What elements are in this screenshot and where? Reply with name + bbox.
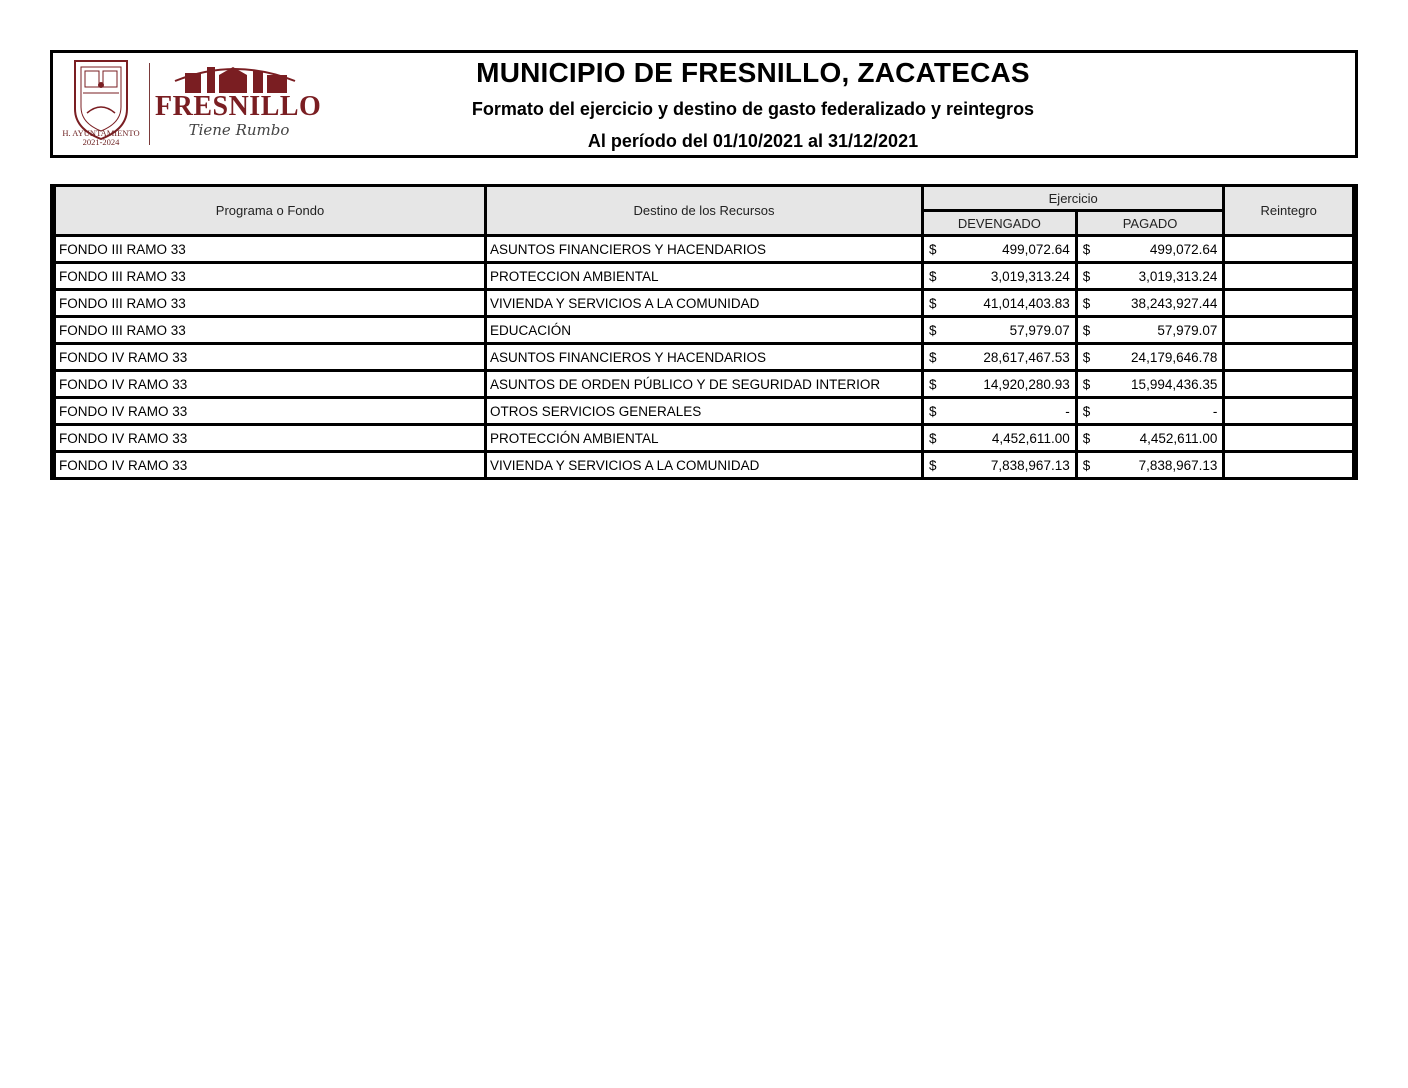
cell-pagado xyxy=(1078,291,1223,315)
cell-destino: EDUCACIÓN xyxy=(487,318,921,342)
cell-pagado xyxy=(1078,399,1223,423)
cell-programa: FONDO IV RAMO 33 xyxy=(56,345,484,369)
currency-symbol: $ xyxy=(1082,241,1091,257)
seal-line1: H. AYUNTAMIENTO xyxy=(62,128,140,138)
currency-symbol: $ xyxy=(929,403,937,419)
cell-programa: FONDO IV RAMO 33 xyxy=(56,453,484,477)
currency-symbol: $ xyxy=(1082,430,1091,446)
cell-pagado xyxy=(1078,318,1223,342)
brand-name: FRESNILLO xyxy=(155,91,322,122)
table-row xyxy=(56,345,1352,369)
header-pagado: PAGADO xyxy=(1078,212,1223,234)
amount-pagado: 24,179,646.78 xyxy=(1131,349,1218,365)
amount-pagado: 7,838,967.13 xyxy=(1138,457,1218,473)
header-ejercicio: Ejercicio xyxy=(924,187,1222,209)
cell-destino: ASUNTOS FINANCIEROS Y HACENDARIOS xyxy=(487,345,921,369)
amount-devengado: 499,072.64 xyxy=(1002,241,1070,257)
cell-destino: VIVIENDA Y SERVICIOS A LA COMUNIDAD xyxy=(487,291,921,315)
currency-symbol: $ xyxy=(1082,322,1091,338)
amount-pagado: 4,452,611.00 xyxy=(1139,430,1218,446)
amount-devengado: 14,920,280.93 xyxy=(983,376,1070,392)
amount-devengado: 7,838,967.13 xyxy=(990,457,1070,473)
header-destino: Destino de los Recursos xyxy=(487,187,921,234)
cell-programa: FONDO III RAMO 33 xyxy=(56,291,484,315)
cell-destino: ASUNTOS DE ORDEN PÚBLICO Y DE SEGURIDAD INTERIOR xyxy=(487,372,921,396)
cell-destino: OTROS SERVICIOS GENERALES xyxy=(487,399,921,423)
amount-pagado: 57,979.07 xyxy=(1157,322,1218,338)
currency-symbol: $ xyxy=(1082,376,1091,392)
amount-pagado: 15,994,436.35 xyxy=(1131,376,1218,392)
cell-reintegro xyxy=(1225,372,1352,396)
amount-devengado: 4,452,611.00 xyxy=(991,430,1070,446)
cell-destino: PROTECCION AMBIENTAL xyxy=(487,264,921,288)
report-header xyxy=(50,50,1358,158)
currency-symbol: $ xyxy=(1082,457,1091,473)
cell-destino: VIVIENDA Y SERVICIOS A LA COMUNIDAD xyxy=(487,453,921,477)
amount-devengado: 57,979.07 xyxy=(1009,322,1070,338)
cell-programa: FONDO III RAMO 33 xyxy=(56,318,484,342)
cell-pagado xyxy=(1078,237,1223,261)
amount-pagado: 3,019,313.24 xyxy=(1138,268,1218,284)
cell-reintegro xyxy=(1225,399,1352,423)
amount-devengado: 28,617,467.53 xyxy=(983,349,1070,365)
currency-symbol: $ xyxy=(929,268,937,284)
table-row xyxy=(56,399,1352,423)
cell-programa: FONDO IV RAMO 33 xyxy=(56,426,484,450)
cell-devengado xyxy=(924,345,1075,369)
seal-line2: 2021-2024 xyxy=(82,137,120,147)
expenditure-table xyxy=(50,184,1358,480)
cell-reintegro xyxy=(1225,426,1352,450)
amount-devengado: - xyxy=(1065,403,1070,419)
cell-programa: FONDO III RAMO 33 xyxy=(56,237,484,261)
cell-programa: FONDO IV RAMO 33 xyxy=(56,372,484,396)
cell-destino: ASUNTOS FINANCIEROS Y HACENDARIOS xyxy=(487,237,921,261)
cell-pagado xyxy=(1078,426,1223,450)
page-title: MUNICIPIO DE FRESNILLO, ZACATECAS xyxy=(476,57,1030,88)
table-row xyxy=(56,453,1352,477)
header-programa: Programa o Fondo xyxy=(56,187,484,234)
cell-devengado xyxy=(924,291,1075,315)
currency-symbol: $ xyxy=(1082,268,1091,284)
currency-symbol: $ xyxy=(1082,295,1091,311)
table-row xyxy=(56,264,1352,288)
currency-symbol: $ xyxy=(929,295,937,311)
amount-pagado: 38,243,927.44 xyxy=(1131,295,1218,311)
currency-symbol: $ xyxy=(1082,403,1091,419)
header-reintegro: Reintegro xyxy=(1225,187,1352,234)
cell-pagado xyxy=(1078,345,1223,369)
table-row xyxy=(56,291,1352,315)
cell-programa: FONDO III RAMO 33 xyxy=(56,264,484,288)
cell-reintegro xyxy=(1225,237,1352,261)
logo-divider xyxy=(149,63,150,145)
table-row xyxy=(56,426,1352,450)
currency-symbol: $ xyxy=(929,430,937,446)
currency-symbol: $ xyxy=(929,457,937,473)
cell-reintegro xyxy=(1225,318,1352,342)
cell-devengado xyxy=(924,318,1075,342)
cell-devengado xyxy=(924,453,1075,477)
amount-pagado: 499,072.64 xyxy=(1149,241,1218,257)
currency-symbol: $ xyxy=(929,241,937,257)
amount-devengado: 3,019,313.24 xyxy=(990,268,1070,284)
cell-reintegro xyxy=(1225,291,1352,315)
table-row xyxy=(56,372,1352,396)
cell-devengado xyxy=(924,426,1075,450)
header-devengado: DEVENGADO xyxy=(924,212,1075,234)
cell-reintegro xyxy=(1225,264,1352,288)
cell-pagado xyxy=(1078,264,1223,288)
cell-pagado xyxy=(1078,453,1223,477)
page-subtitle: Formato del ejercicio y destino de gasto federalizado y reintegros xyxy=(471,99,1035,119)
cell-destino: PROTECCIÓN AMBIENTAL xyxy=(487,426,921,450)
report-period: Al período del 01/10/2021 al 31/12/2021 xyxy=(587,131,919,151)
cell-devengado xyxy=(924,399,1075,423)
cell-devengado xyxy=(924,372,1075,396)
currency-symbol: $ xyxy=(929,349,937,365)
table-row xyxy=(56,237,1352,261)
cell-pagado xyxy=(1078,372,1223,396)
cell-devengado xyxy=(924,237,1075,261)
currency-symbol: $ xyxy=(929,376,937,392)
amount-pagado: - xyxy=(1212,403,1218,419)
amount-devengado: 41,014,403.83 xyxy=(983,295,1070,311)
table-row xyxy=(56,318,1352,342)
cell-reintegro xyxy=(1225,345,1352,369)
cell-reintegro xyxy=(1225,453,1352,477)
brand-tagline: Tiene Rumbo xyxy=(188,121,290,139)
cell-programa: FONDO IV RAMO 33 xyxy=(56,399,484,423)
cell-devengado xyxy=(924,264,1075,288)
currency-symbol: $ xyxy=(1082,349,1091,365)
currency-symbol: $ xyxy=(929,322,937,338)
municipal-logo xyxy=(61,55,322,151)
